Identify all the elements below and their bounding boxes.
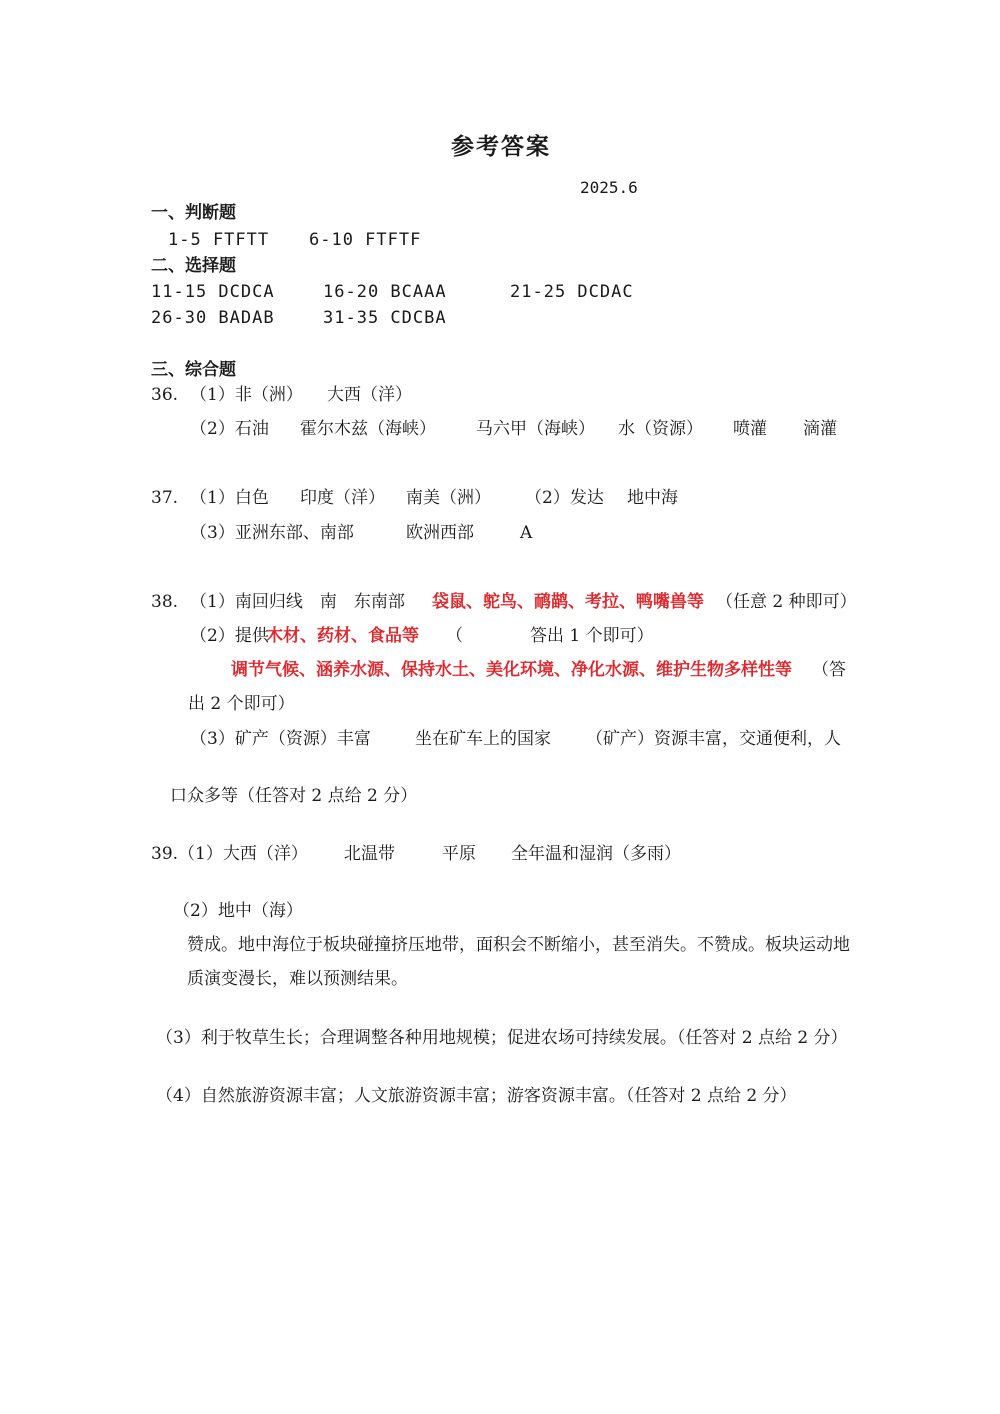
q38-note: （答 — [812, 660, 846, 680]
q39-answer: 北温带 — [344, 844, 395, 864]
q39-answer: （3）利于牧草生长；合理调整各种用地规模；促进农场可持续发展。（任答对 2 点给 2 分） — [156, 1028, 848, 1048]
q38-answer: （矿产）资源丰富，交通便利，人 — [586, 729, 841, 749]
q38-note: （ — [446, 626, 463, 646]
q39-answer: （2）地中（海） — [173, 901, 303, 921]
q38-highlighted-answer: 调节气候、涵养水源、保持水土、美化环境、净化水源、维护生物多样性等 — [231, 660, 792, 680]
section-heading-comprehensive: 三、综合题 — [151, 360, 236, 380]
q38-answer: （2）提供 — [190, 626, 269, 646]
question-number-37: 37. — [151, 488, 179, 508]
q38-highlighted-answer: 袋鼠、鸵鸟、鸸鹋、考拉、鸭嘴兽等 — [432, 592, 704, 612]
q39-answer: 全年温和湿润（多雨） — [511, 844, 681, 864]
section-heading-true-false: 一、判断题 — [151, 203, 236, 223]
mc-answers-16-20: 16-20 BCAAA — [323, 282, 447, 302]
q38-highlighted-answer: 木材、药材、食品等 — [266, 626, 419, 646]
q37-answer: （3）亚洲东部、南部 — [190, 523, 354, 543]
q39-paragraph: 赞成。地中海位于板块碰撞挤压地带，面积会不断缩小，甚至消失。不赞成。板块运动地质演变漫长，难以预测结果。 — [187, 935, 850, 989]
q37-answer: （2）发达 — [525, 488, 604, 508]
mc-answers-21-25: 21-25 DCDAC — [510, 282, 634, 302]
q38-answer: 口众多等（任答对 2 点给 2 分） — [170, 786, 418, 806]
q39-answer: 平原 — [442, 844, 476, 864]
q39-answer: 39.（1）大西（洋） — [151, 844, 308, 864]
q37-answer: A — [520, 523, 533, 543]
mc-answers-11-15: 11-15 DCDCA — [151, 282, 275, 302]
q37-answer: 南美（洲） — [406, 488, 491, 508]
q36-answer: （1）非（洲） — [190, 385, 303, 405]
q36-answer: 喷灌 — [733, 419, 767, 439]
q38-note: 出 2 个即可） — [188, 694, 295, 714]
q38-answer: 坐在矿车上的国家 — [415, 729, 551, 749]
q37-answer: 地中海 — [627, 488, 678, 508]
q36-answer: 大西（洋） — [327, 385, 412, 405]
mc-answers-26-30: 26-30 BADAB — [151, 308, 275, 328]
q38-note: 答出 1 个即可） — [530, 626, 654, 646]
q36-answer: 霍尔木兹（海峡） — [300, 419, 436, 439]
q37-answer: 欧洲西部 — [406, 523, 474, 543]
page-title: 参考答案 — [451, 133, 551, 160]
question-number-38: 38. — [151, 592, 179, 612]
mc-answers-31-35: 31-35 CDCBA — [323, 308, 447, 328]
q38-answer: （3）矿产（资源）丰富 — [190, 729, 371, 749]
section-heading-multiple-choice: 二、选择题 — [151, 256, 236, 276]
q38-note: （任意 2 种即可） — [716, 592, 857, 612]
q36-answer: （2）石油 — [190, 419, 269, 439]
q38-answer: （1）南回归线 南 东南部 — [190, 592, 405, 612]
q37-answer: 印度（洋） — [300, 488, 385, 508]
question-number-36: 36. — [151, 385, 179, 405]
tf-answers-1-5: 1-5 FTFTT — [168, 230, 270, 250]
q39-answer: （4）自然旅游资源丰富；人文旅游资源丰富；游客资源丰富。（任答对 2 点给 2 分） — [156, 1086, 797, 1106]
q36-answer: 滴灌 — [803, 419, 837, 439]
tf-answers-6-10: 6-10 FTFTF — [309, 230, 422, 250]
document-date: 2025.6 — [580, 178, 638, 197]
q37-answer: （1）白色 — [190, 488, 269, 508]
q36-answer: 马六甲（海峡） — [476, 419, 595, 439]
q36-answer: 水（资源） — [618, 419, 703, 439]
